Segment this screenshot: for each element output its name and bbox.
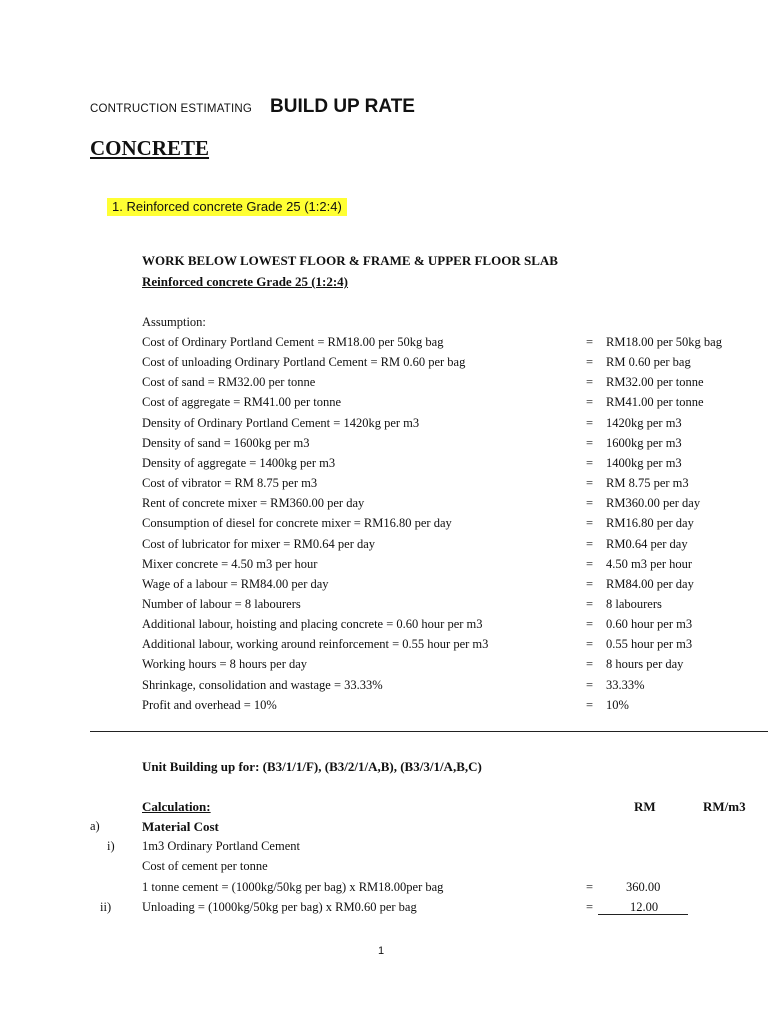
item-ii-equals: =: [586, 900, 594, 914]
work-subtitle: Reinforced concrete Grade 25 (1:2:4): [142, 274, 349, 289]
assumption-equals: =: [586, 657, 594, 671]
unit-building: Unit Building up for: (B3/1/1/F), (B3/2/1/A,B), (B3/3/1/A,B,C): [142, 759, 482, 774]
assumption-text: Profit and overhead = 10%: [142, 698, 277, 712]
section-a-marker: a): [90, 819, 100, 833]
item-i-equals: =: [586, 880, 594, 894]
assumption-text: Density of Ordinary Portland Cement = 1420kg per m3: [142, 416, 420, 430]
item-i-value: 360.00: [626, 880, 661, 894]
assumption-value: RM18.00 per 50kg bag: [606, 335, 722, 349]
assumption-value: 0.55 hour per m3: [606, 637, 693, 651]
page-number: 1: [378, 945, 385, 957]
header-subject: CONTRUCTION ESTIMATING: [90, 103, 252, 115]
assumption-text: Consumption of diesel for concrete mixer = RM16.80 per day: [142, 516, 452, 530]
work-title: WORK BELOW LOWEST FLOOR & FRAME & UPPER FLOOR SLAB: [142, 253, 558, 268]
assumption-text: Cost of aggregate = RM41.00 per tonne: [142, 395, 342, 409]
item-i-line: 1 tonne cement = (1000kg/50kg per bag) x RM18.00per bag: [142, 880, 444, 894]
assumption-text: Shrinkage, consolidation and wastage = 33.33%: [142, 678, 383, 692]
assumption-equals: =: [586, 476, 594, 490]
item-i-title: 1m3 Ordinary Portland Cement: [142, 839, 300, 853]
divider-line: [90, 731, 768, 732]
assumption-equals: =: [586, 617, 594, 631]
assumption-equals: =: [586, 395, 594, 409]
assumption-text: Rent of concrete mixer = RM360.00 per day: [142, 496, 365, 510]
assumption-text: Cost of vibrator = RM 8.75 per m3: [142, 476, 318, 490]
assumption-text: Number of labour = 8 labourers: [142, 597, 301, 611]
assumption-value: 1400kg per m3: [606, 456, 682, 470]
assumption-text: Wage of a labour = RM84.00 per day: [142, 577, 329, 591]
assumption-text: Additional labour, hoisting and placing concrete = 0.60 hour per m3: [142, 617, 483, 631]
assumption-text: Cost of sand = RM32.00 per tonne: [142, 375, 316, 389]
assumption-equals: =: [586, 577, 594, 591]
assumption-equals: =: [586, 698, 594, 712]
assumption-label: Assumption:: [142, 315, 206, 329]
assumption-text: Density of sand = 1600kg per m3: [142, 436, 310, 450]
assumption-value: RM0.64 per day: [606, 537, 688, 551]
item-i-sub: Cost of cement per tonne: [142, 859, 268, 873]
item-ii-value: 12.00: [630, 900, 659, 914]
assumption-equals: =: [586, 375, 594, 389]
column-rm-m3: RM/m3: [703, 799, 746, 814]
item-ii-marker: ii): [100, 900, 112, 914]
assumption-equals: =: [586, 456, 594, 470]
assumption-text: Additional labour, working around reinforcement = 0.55 hour per m3: [142, 637, 489, 651]
column-rm: RM: [634, 799, 656, 814]
assumption-equals: =: [586, 637, 594, 651]
assumption-value: RM16.80 per day: [606, 516, 694, 530]
assumption-value: RM41.00 per tonne: [606, 395, 704, 409]
item-heading: 1. Reinforced concrete Grade 25 (1:2:4): [107, 198, 347, 216]
assumption-value: 33.33%: [606, 678, 645, 692]
assumption-equals: =: [586, 597, 594, 611]
section-a-title: Material Cost: [142, 819, 219, 834]
assumption-text: Density of aggregate = 1400kg per m3: [142, 456, 336, 470]
assumption-text: Cost of Ordinary Portland Cement = RM18.00 per 50kg bag: [142, 335, 444, 349]
assumption-value: 0.60 hour per m3: [606, 617, 693, 631]
assumption-value: 8 labourers: [606, 597, 662, 611]
assumption-value: RM32.00 per tonne: [606, 375, 704, 389]
assumption-value: 1420kg per m3: [606, 416, 682, 430]
assumption-value: RM84.00 per day: [606, 577, 694, 591]
assumption-equals: =: [586, 557, 594, 571]
assumption-equals: =: [586, 678, 594, 692]
assumption-value: RM 0.60 per bag: [606, 355, 691, 369]
assumption-equals: =: [586, 436, 594, 450]
assumption-value: 1600kg per m3: [606, 436, 682, 450]
assumption-equals: =: [586, 416, 594, 430]
item-i-marker: i): [107, 839, 115, 853]
assumption-text: Cost of lubricator for mixer = RM0.64 per day: [142, 537, 376, 551]
assumption-value: 8 hours per day: [606, 657, 684, 671]
assumption-equals: =: [586, 516, 594, 530]
assumption-value: 4.50 m3 per hour: [606, 557, 693, 571]
header-title: BUILD UP RATE: [270, 96, 415, 117]
assumption-equals: =: [586, 335, 594, 349]
assumption-text: Mixer concrete = 4.50 m3 per hour: [142, 557, 318, 571]
assumption-value: 10%: [606, 698, 629, 712]
subtotal-underline: [598, 914, 688, 915]
assumption-text: Working hours = 8 hours per day: [142, 657, 308, 671]
assumption-equals: =: [586, 355, 594, 369]
item-ii-line: Unloading = (1000kg/50kg per bag) x RM0.60 per bag: [142, 900, 417, 914]
assumption-equals: =: [586, 496, 594, 510]
assumption-text: Cost of unloading Ordinary Portland Cement = RM 0.60 per bag: [142, 355, 466, 369]
assumption-value: RM 8.75 per m3: [606, 476, 689, 490]
calculation-label: Calculation:: [142, 799, 211, 814]
section-title: CONCRETE: [90, 136, 210, 160]
assumption-equals: =: [586, 537, 594, 551]
assumption-value: RM360.00 per day: [606, 496, 701, 510]
